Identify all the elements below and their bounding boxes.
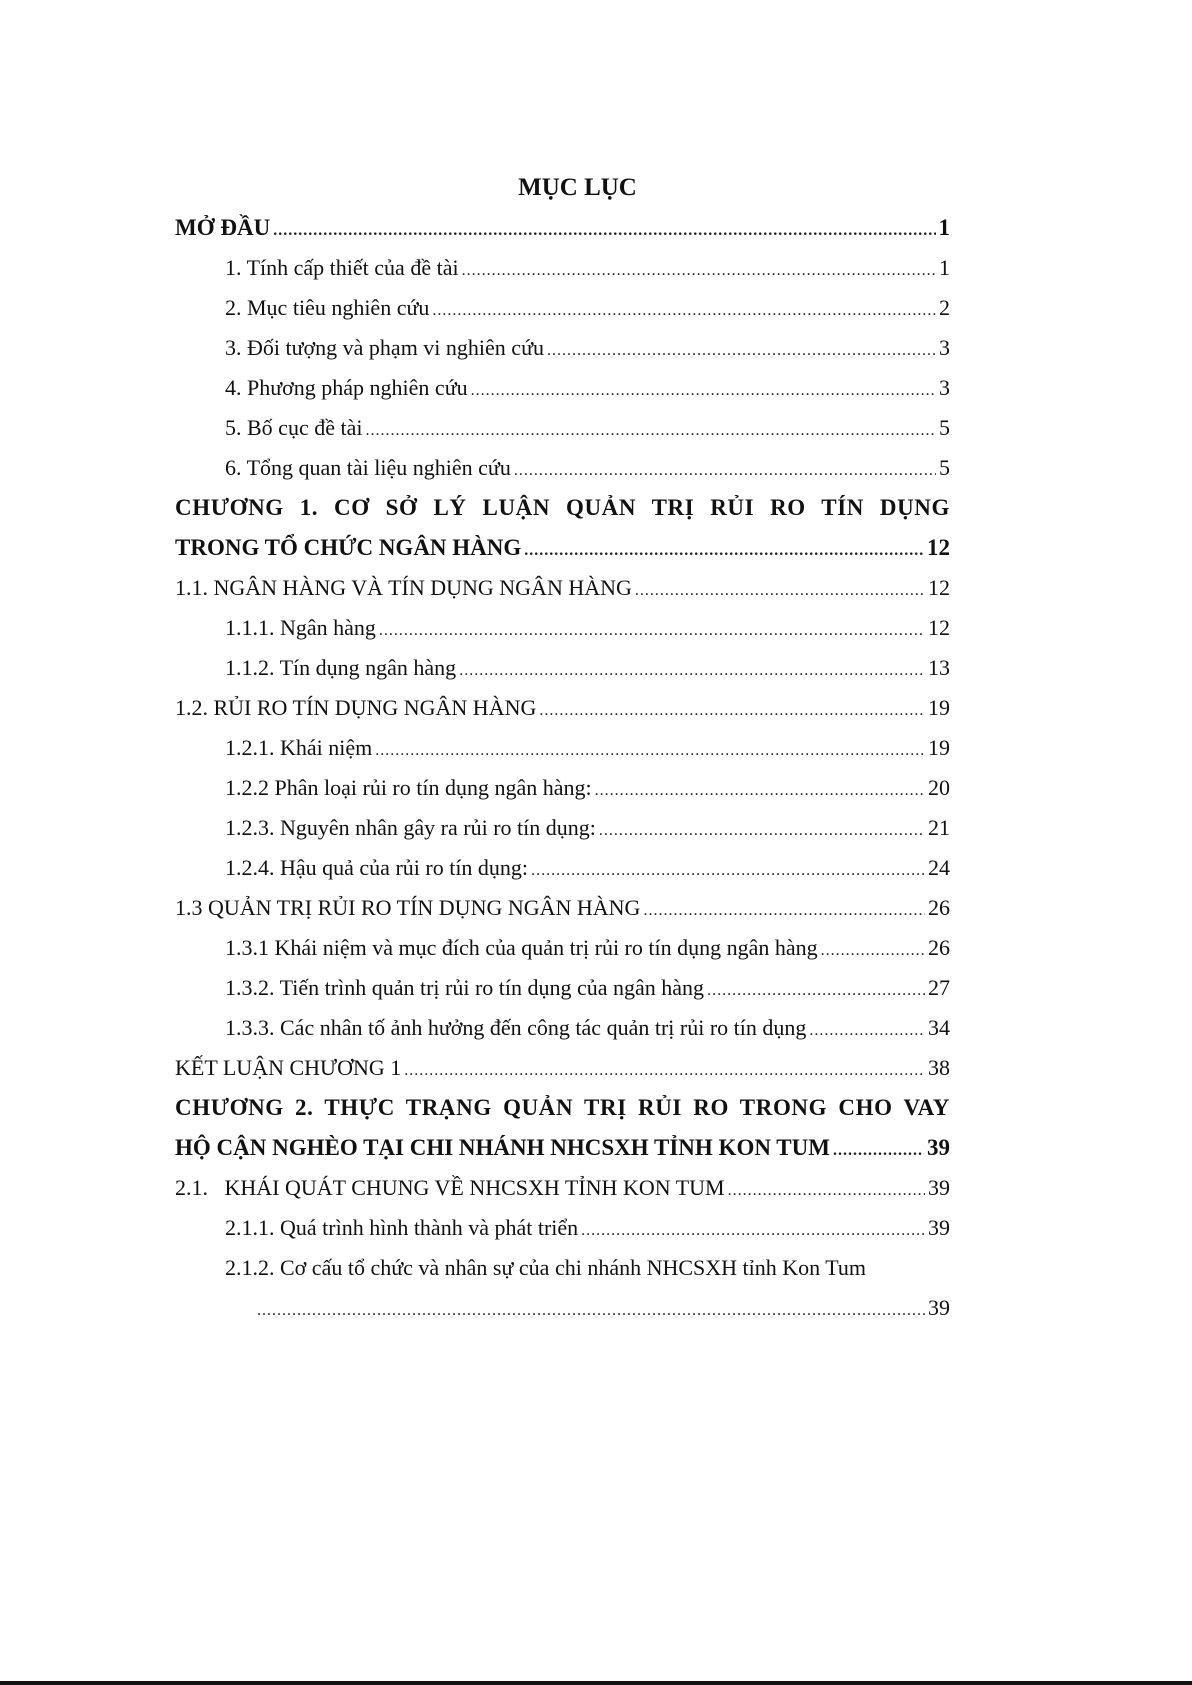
toc-entry-text: 1.2.3. Nguyên nhân gây ra rủi ro tín dụng: xyxy=(225,815,596,840)
toc-entry-text: 1.2.2 Phân loại rủi ro tín dụng ngân hàng: xyxy=(225,775,592,800)
toc-page-number: 3 xyxy=(939,335,950,360)
toc-entry[interactable] xyxy=(175,408,950,448)
toc-page-number: 12 xyxy=(928,615,950,640)
toc-entry-text: 1. Tính cấp thiết của đề tài xyxy=(225,255,459,280)
toc-entry-text: 1.3.2. Tiến trình quản trị rủi ro tín dụng của ngân hàng xyxy=(225,975,705,1000)
dot-leader xyxy=(375,731,925,771)
toc-entry[interactable] xyxy=(175,328,950,368)
toc-entry[interactable] xyxy=(175,808,950,848)
dot-leader xyxy=(728,1171,925,1211)
toc-entry-text: 2.1.1. Quá trình hình thành và phát triển xyxy=(225,1215,579,1240)
dot-leader xyxy=(273,211,935,251)
dot-leader xyxy=(432,291,936,331)
toc-page-number: 1 xyxy=(939,255,950,280)
toc-page-number: 21 xyxy=(928,815,950,840)
toc-page-number: 39 xyxy=(928,1215,950,1240)
toc-entry-text: 1.3.1 Khái niệm và mục đích của quản trị rủi ro tín dụng ngân hàng xyxy=(225,935,818,960)
toc-page-number: 20 xyxy=(928,775,950,800)
toc-page-number: 39 xyxy=(928,1175,950,1200)
toc-entry-wrapped[interactable]: 2.1.2. Cơ cấu tổ chức và nhân sự của chi nhánh NHCSXH tỉnh Kon Tum xyxy=(225,1255,867,1280)
toc-entry-text: 1.1.2. Tín dụng ngân hàng xyxy=(225,655,457,680)
toc-entry-text: MỞ ĐẦU xyxy=(175,215,271,240)
toc-entry[interactable] xyxy=(175,448,950,488)
toc-entry-text: 1.2.1. Khái niệm xyxy=(225,735,373,760)
toc-entry-mo-dau[interactable] xyxy=(175,208,950,248)
toc-entry-section[interactable] xyxy=(175,568,950,608)
toc-page-number: 12 xyxy=(927,535,950,560)
toc-entry-text: 5. Bố cục đề tài xyxy=(225,415,363,440)
toc-entry[interactable] xyxy=(175,768,950,808)
toc-entry-text: 1.2. RỦI RO TÍN DỤNG NGÂN HÀNG xyxy=(175,695,537,720)
toc-entry-text: 2.1. KHÁI QUÁT CHUNG VỀ NHCSXH TỈNH KON TUM xyxy=(175,1175,725,1200)
toc-page-number: 2 xyxy=(939,295,950,320)
dot-leader xyxy=(595,771,925,811)
toc-entry[interactable] xyxy=(175,1208,950,1248)
toc-entry[interactable] xyxy=(175,368,950,408)
dot-leader xyxy=(833,1131,924,1171)
dot-leader xyxy=(599,811,925,851)
toc-entry-text: 1.1. NGÂN HÀNG VÀ TÍN DỤNG NGÂN HÀNG xyxy=(175,575,632,600)
toc-entry-text: TRONG TỔ CHỨC NGÂN HÀNG xyxy=(175,535,522,560)
toc-entry-text: 1.3.3. Các nhân tố ảnh hưởng đến công tác quản trị rủi ro tín dụng xyxy=(225,1015,807,1040)
toc-page-number: 12 xyxy=(928,575,950,600)
toc-entry-section[interactable] xyxy=(175,1168,950,1208)
dot-leader xyxy=(462,251,936,291)
dot-leader xyxy=(531,851,925,891)
dot-leader xyxy=(459,651,925,691)
dot-leader xyxy=(365,411,936,451)
toc-entry[interactable] xyxy=(175,728,950,768)
toc-entry-text: HỘ CẬN NGHÈO TẠI CHI NHÁNH NHCSXH TỈNH KON TUM xyxy=(175,1135,830,1160)
dot-leader xyxy=(539,691,925,731)
dot-leader xyxy=(471,371,936,411)
dot-leader xyxy=(581,1211,925,1251)
toc-chapter-2-heading-cont[interactable] xyxy=(175,1128,950,1168)
toc-page-number: 5 xyxy=(939,455,950,480)
dot-leader xyxy=(524,531,924,571)
toc-page-number: 1 xyxy=(938,215,950,240)
toc-page-number: 5 xyxy=(939,415,950,440)
toc-entry[interactable] xyxy=(175,1008,950,1048)
toc-page-number: 27 xyxy=(928,975,950,1000)
toc-entry[interactable] xyxy=(175,248,950,288)
toc-page-number: 38 xyxy=(928,1055,950,1080)
toc-entry[interactable] xyxy=(175,648,950,688)
toc-entry-wrapped-cont[interactable] xyxy=(175,1288,950,1328)
toc-chapter-1-heading[interactable]: CHƯƠNG 1. CƠ SỞ LÝ LUẬN QUẢN TRỊ RỦI RO TÍN DỤNG xyxy=(175,495,950,520)
dot-leader xyxy=(635,571,925,611)
dot-leader xyxy=(707,971,925,1011)
toc-page-number: 3 xyxy=(939,375,950,400)
toc-entry[interactable] xyxy=(175,928,950,968)
toc-entry-section[interactable] xyxy=(175,888,950,928)
table-of-contents xyxy=(175,168,950,1328)
toc-entry-text: 4. Phương pháp nghiên cứu xyxy=(225,375,468,400)
toc-entry[interactable] xyxy=(175,608,950,648)
dot-leader xyxy=(514,451,936,491)
toc-entry-text: 1.1.1. Ngân hàng xyxy=(225,615,376,640)
dot-leader xyxy=(809,1011,925,1051)
toc-page-number: 24 xyxy=(928,855,950,880)
toc-entry[interactable] xyxy=(175,968,950,1008)
toc-page-number: 34 xyxy=(928,1015,950,1040)
toc-page-number: 26 xyxy=(928,895,950,920)
dot-leader xyxy=(643,891,925,931)
toc-page-number: 19 xyxy=(928,735,950,760)
page-bottom-border xyxy=(0,1681,1192,1685)
toc-entry-text: 3. Đối tượng và phạm vi nghiên cứu xyxy=(225,335,544,360)
toc-title: MỤC LỤC xyxy=(518,174,637,201)
toc-entry[interactable] xyxy=(175,288,950,328)
dot-leader xyxy=(404,1051,925,1091)
toc-entry-text: 1.3 QUẢN TRỊ RỦI RO TÍN DỤNG NGÂN HÀNG xyxy=(175,895,641,920)
dot-leader xyxy=(821,931,925,971)
toc-entry-section[interactable] xyxy=(175,1048,950,1088)
toc-page-number: 39 xyxy=(927,1135,950,1160)
toc-page-number: 39 xyxy=(928,1295,950,1320)
toc-entry-text: 2. Mục tiêu nghiên cứu xyxy=(225,295,430,320)
toc-chapter-2-heading[interactable]: CHƯƠNG 2. THỰC TRẠNG QUẢN TRỊ RỦI RO TRONG CHO VAY xyxy=(175,1095,950,1120)
toc-entry-text: 1.2.4. Hậu quả của rủi ro tín dụng: xyxy=(225,855,529,880)
toc-page-number: 13 xyxy=(928,655,950,680)
dot-leader xyxy=(257,1291,925,1331)
toc-chapter-1-heading-cont[interactable] xyxy=(175,528,950,568)
dot-leader xyxy=(379,611,925,651)
toc-entry[interactable] xyxy=(175,848,950,888)
toc-entry-section[interactable] xyxy=(175,688,950,728)
toc-page-number: 19 xyxy=(928,695,950,720)
toc-entry-text: KẾT LUẬN CHƯƠNG 1 xyxy=(175,1055,402,1080)
dot-leader xyxy=(547,331,936,371)
toc-page-number: 26 xyxy=(928,935,950,960)
toc-entry-text: 6. Tổng quan tài liệu nghiên cứu xyxy=(225,455,511,480)
